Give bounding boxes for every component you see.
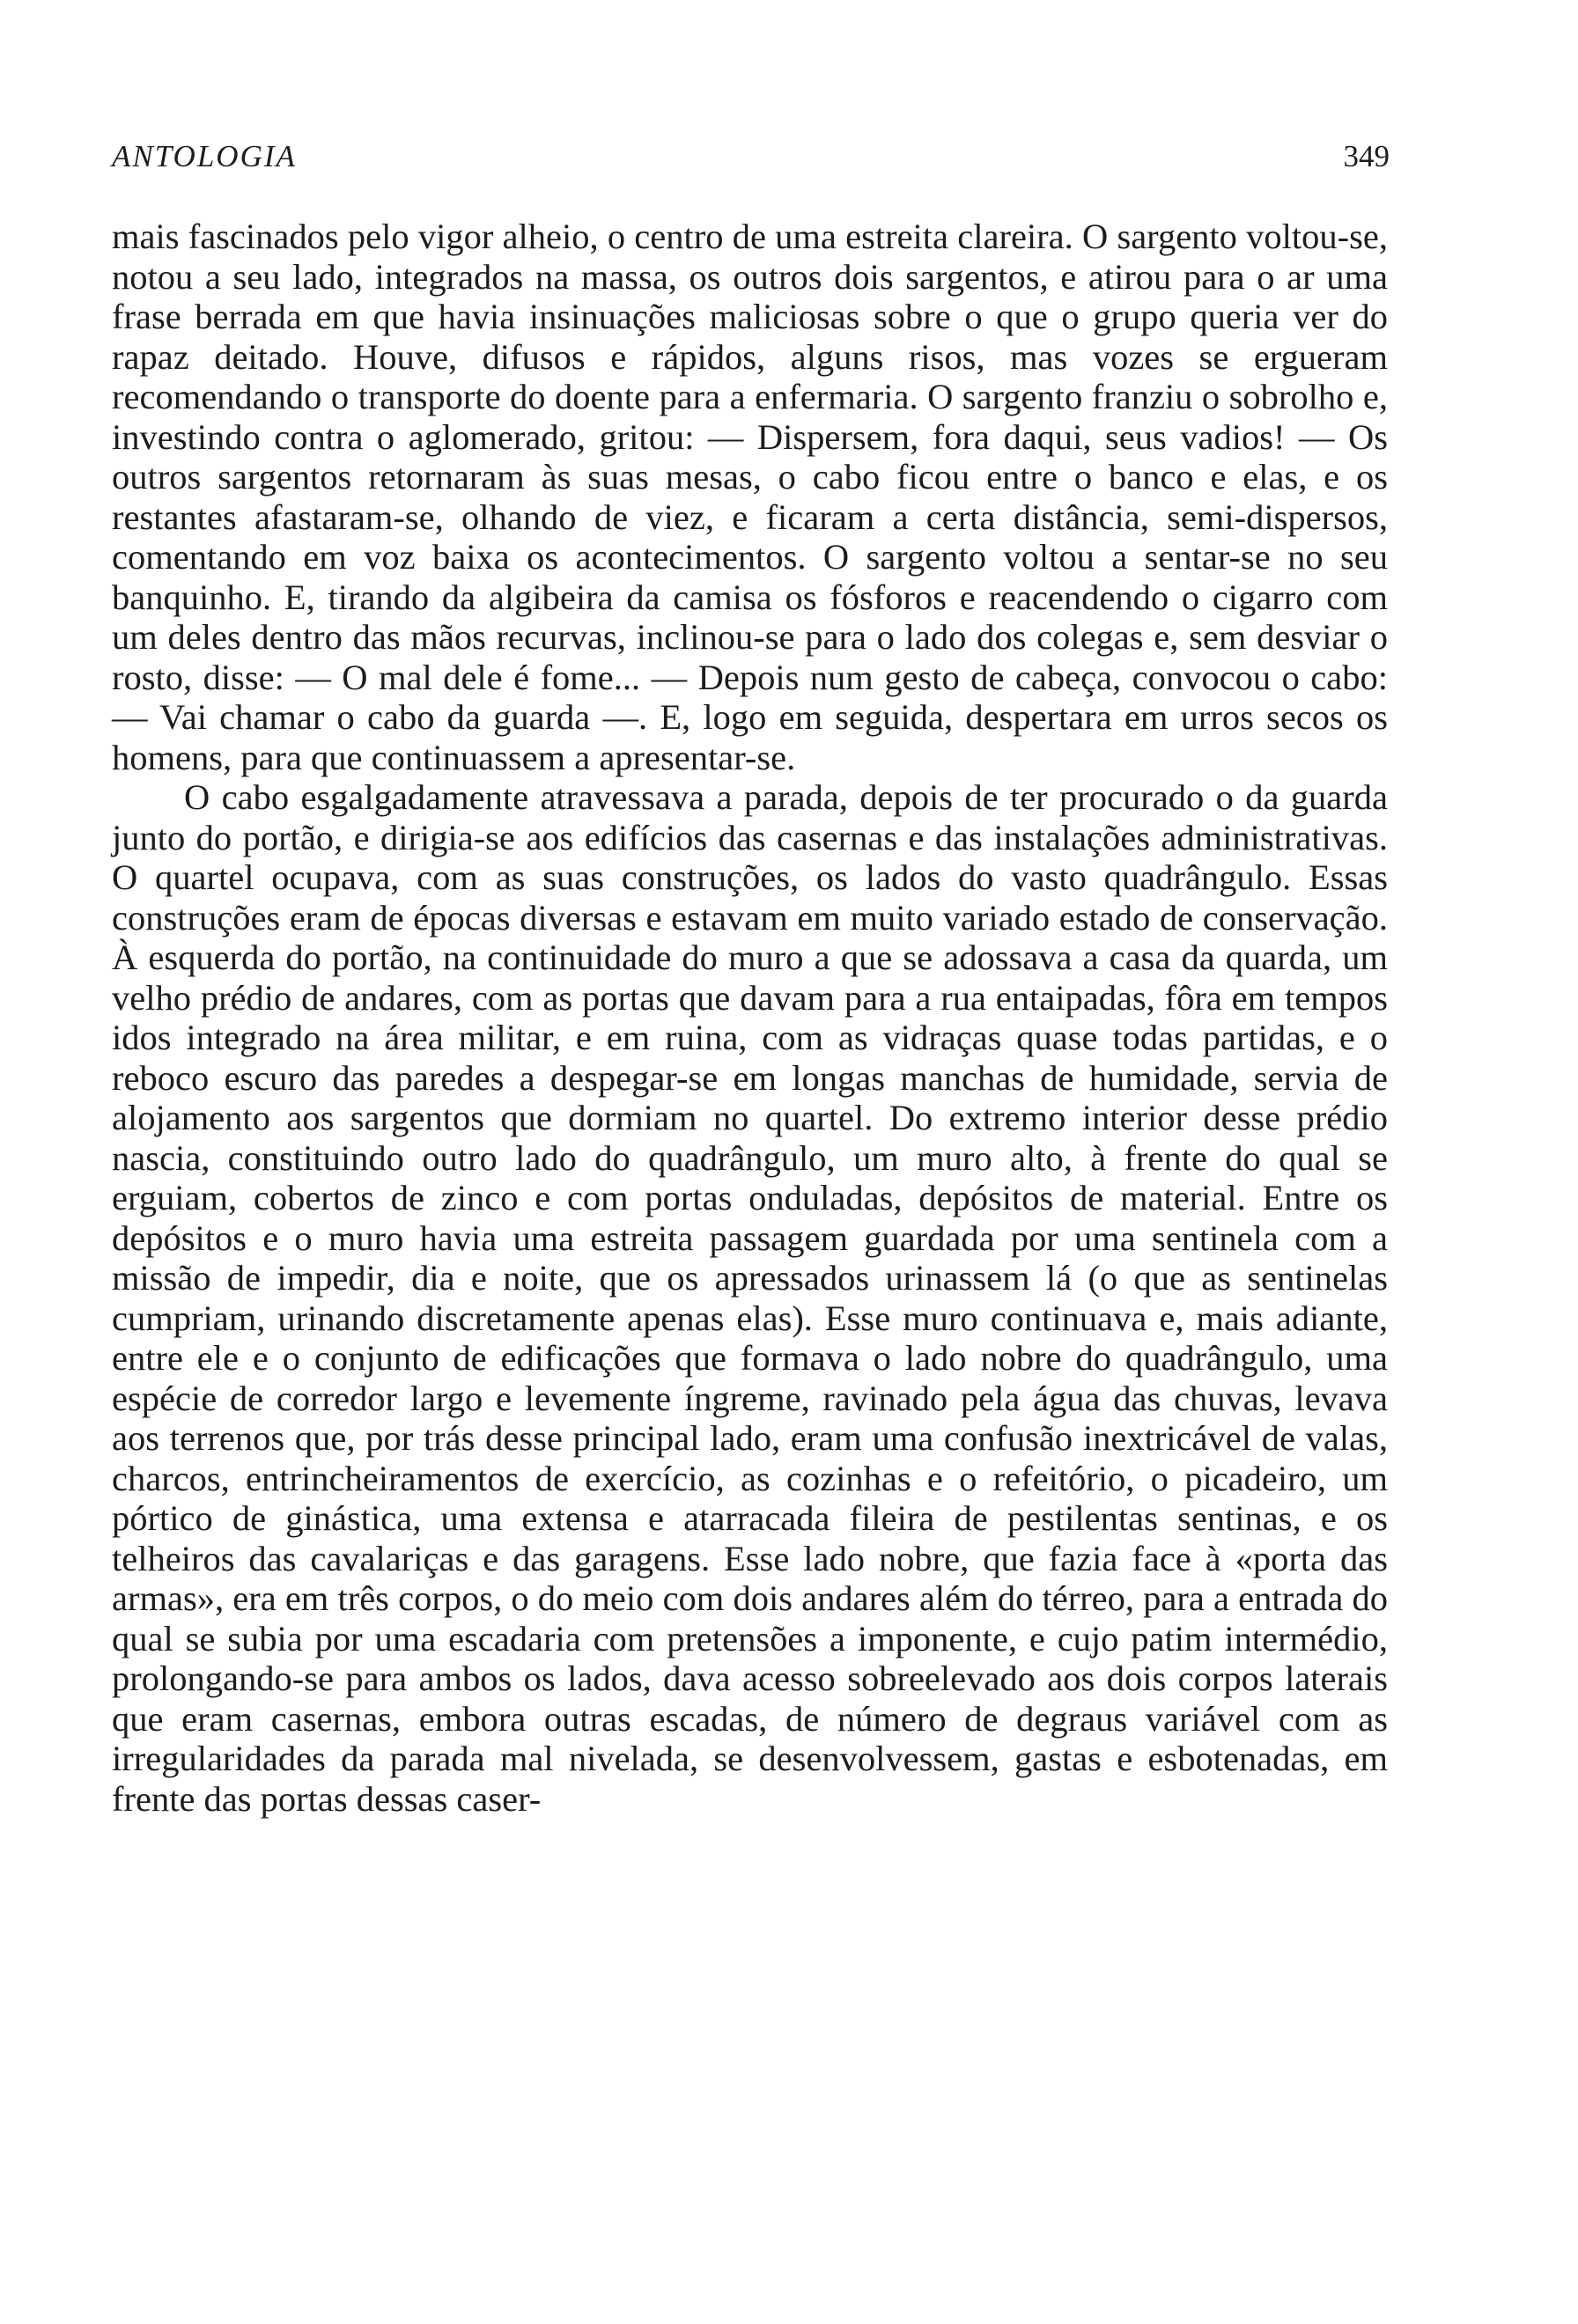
page-number: 349 — [1343, 139, 1390, 173]
running-title: ANTOLOGIA — [112, 139, 297, 173]
body-text — [112, 217, 1388, 1819]
paragraph-continuation: mais fascinados pelo vigor alheio, o centro de uma estreita clareira. O sargento voltou-se, notou a seu lado, integrados na massa, os outros dois sargentos, e atirou para o ar uma frase berrada em que havia insinuações maliciosas sobre o que o grupo queria ver do rapaz deitado. Houve, difusos e rápidos, alguns risos, mas vozes se ergueram recomendando o transporte do doente para a enfermaria. O sargento franziu o sobrolho e, investindo contra o aglomerado, gritou: — Dispersem, fora daqui, seus vadios! — Os outros sargentos retornaram às suas mesas, o cabo ficou entre o banco e elas, e os restantes afastaram-se, olhando de viez, e ficaram a certa distância, semi-dispersos, comentando em voz baixa os acontecimentos. O sargento voltou a sentar-se no seu banquinho. E, tirando da algibeira da camisa os fósforos e reacendendo o cigarro com um deles dentro das mãos recurvas, inclinou-se para o lado dos colegas e, sem desviar o rosto, disse: — O mal dele é fome... — Depois num gesto de cabeça, convocou o cabo: — Vai chamar o cabo da guarda —. E, logo em seguida, despertara em urros secos os homens, para que continuassem a apresentar-se. — [112, 217, 1388, 777]
paragraph-quartel-description: O cabo esgalgadamente atravessava a parada, depois de ter procurado o da guarda junto do portão, e dirigia-se aos edifícios das casernas e das instalações administrativas. O quartel ocupava, com as suas construções, os lados do vasto quadrângulo. Essas construções eram de épocas diversas e estavam em muito variado estado de conservação. À esquerda do portão, na continuidade do muro a que se adossava a casa da quarda, um velho prédio de andares, com as portas que davam para a rua entaipadas, fôra em tempos idos integrado na área militar, e em ruina, com as vidraças quase todas partidas, e o reboco escuro das paredes a despegar-se em longas manchas de humidade, servia de alojamento aos sargentos que dormiam no quartel. Do extremo interior desse prédio nascia, constituindo outro lado do quadrângulo, um muro alto, à frente do qual se erguiam, cobertos de zinco e com portas onduladas, depósitos de material. Entre os depósitos e o muro havia uma estreita passagem guardada por uma sentinela com a missão de impedir, dia e noite, que os apressados urinassem lá (o que as sentinelas cumpriam, urinando discretamente apenas elas). Esse muro continuava e, mais adiante, entre ele e o conjunto de edificações que formava o lado nobre do quadrângulo, uma espécie de corredor largo e levemente íngreme, ravinado pela água das chuvas, levava aos terrenos que, por trás desse principal lado, eram uma confusão inextricável de valas, charcos, entrincheiramentos de exercício, as cozinhas e o refeitório, o picadeiro, um pórtico de ginástica, uma extensa e atarracada fileira de pestilentas sentinas, e os telheiros das cavalariças e das garagens. Esse lado nobre, que fazia face à «porta das armas», era em três corpos, o do meio com dois andares além do térreo, para a entrada do qual se subia por uma escadaria com pretensões a imponente, e cujo patim intermédio, prolongando-se para ambos os lados, dava acesso sobreelevado aos dois corpos laterais que eram casernas, embora outras escadas, de número de degraus variável com as irregularidades da parada mal nivelada, se desenvolvessem, gastas e esbotenadas, em frente das portas dessas caser- — [112, 777, 1388, 1819]
